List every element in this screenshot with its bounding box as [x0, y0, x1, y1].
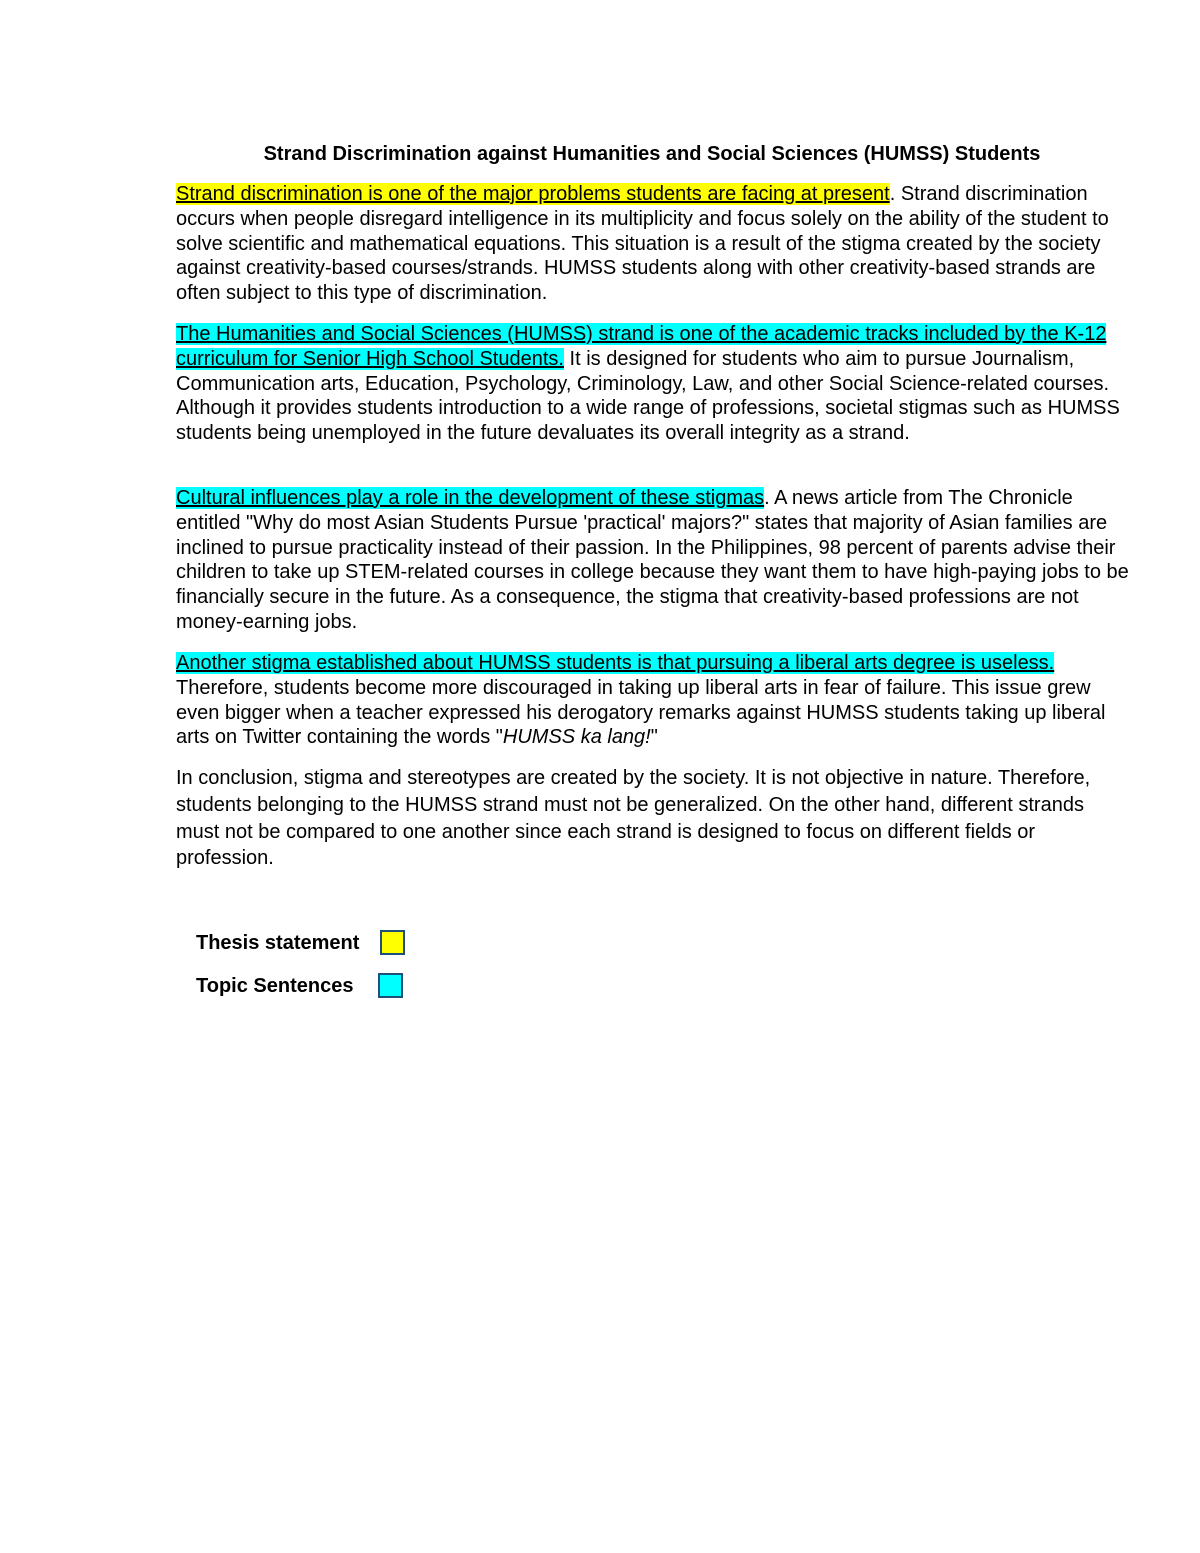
legend-swatch-thesis [380, 930, 405, 955]
topic-sentence-highlight: Another stigma established about HUMSS students is that pursuing a liberal arts degree is useless. [176, 652, 1055, 674]
paragraph-humss-strand [176, 322, 1132, 446]
legend-label-topic: Topic Sentences [196, 975, 354, 997]
document-title: Strand Discrimination against Humanities and Social Sciences (HUMSS) Students [263, 143, 1041, 165]
paragraph-intro-text: . Strand discrimination occurs when people disregard intelligence in its multiplicity and focus solely on the ability of the student to solve scientific and mathematical equations. This situation is a result of the stigma created by the society against creativity-based courses/strands. HUMSS students along with other creativity-based strands are often subject to this type of discrimination. [176, 183, 1109, 305]
paragraph-humss-strand-text: It is designed for students who aim to pursue Journalism, Communication arts, Education, Psychology, Criminology, Law, and other Social Science-related courses. Although it provides students introduction to a wide range of professions, societal stigmas such as HUMSS students being unemployed in the future devaluates its overall integrity as a strand. [176, 347, 1120, 445]
thesis-statement-highlight: Strand discrimination is one of the major problems students are facing at present [176, 183, 890, 205]
paragraph-conclusion: In conclusion, stigma and stereotypes are created by the society. It is not objective in nature. Therefore, students belonging to the HUMSS strand must not be generalized. On the other hand, different strands must not be compared to one another since each strand is designed to focus on different fields or profession. [176, 767, 1091, 870]
legend-item-topic [196, 971, 353, 1001]
quote-close: " [650, 726, 658, 749]
topic-sentence-highlight: Cultural influences play a role in the development of these stigmas [176, 487, 765, 509]
legend-swatch-topic [378, 973, 403, 998]
topic-sentence-highlight: The Humanities and Social Sciences (HUMSS) strand is one of the academic tracks included by the K-12 curriculum for Senior High School Students. [176, 323, 1107, 370]
paragraph-cultural-influences-text: . A news article from The Chronicle entitled "Why do most Asian Students Pursue 'practical' majors?" states that majority of Asian families are inclined to pursue practicality instead of their passion. In the Philippines, 98 percent of parents advise their children to take up STEM-related courses in college because they want them to have high-paying jobs to be financially secure in the future. As a consequence, the stigma that creativity-based professions are not money-earning jobs. [176, 487, 1129, 633]
paragraph-cultural-influences [176, 486, 1132, 635]
italic-quote: HUMSS ka lang! [502, 726, 651, 749]
legend-label-thesis: Thesis statement [196, 932, 360, 954]
legend-item-thesis [196, 928, 359, 958]
paragraph-liberal-arts-stigma-text: Therefore, students become more discouraged in taking up liberal arts in fear of failure. This issue grew even bigger when a teacher expressed his derogatory remarks against HUMSS students taking up liberal arts on Twitter containing the words " [176, 676, 1106, 749]
paragraph-liberal-arts-stigma [176, 651, 1132, 750]
paragraph-intro [176, 182, 1132, 306]
